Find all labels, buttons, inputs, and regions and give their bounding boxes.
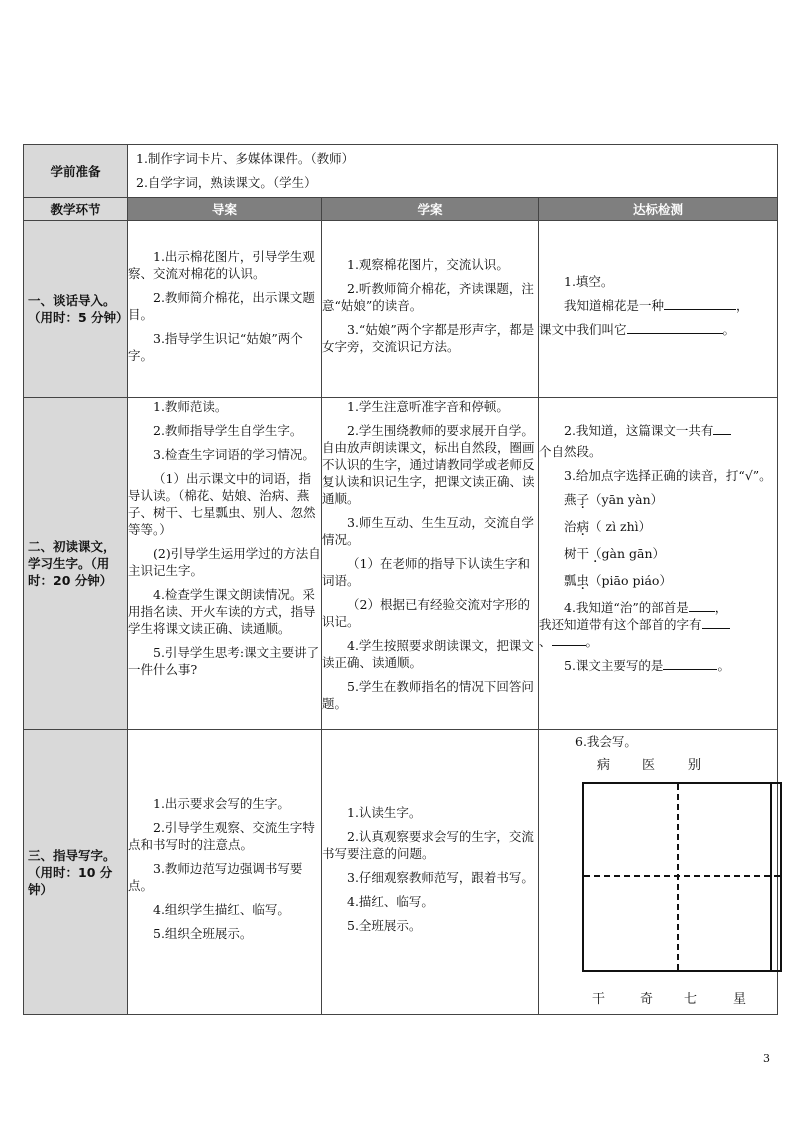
- row1-guide: [128, 221, 322, 398]
- answer-blank[interactable]: [664, 297, 736, 310]
- row3-guide-item: 3.教师边范写边强调书写要点。: [128, 861, 303, 893]
- stage-row-3: [24, 730, 778, 1015]
- word-option-4[interactable]: [539, 572, 777, 589]
- answer-blank[interactable]: [663, 657, 717, 670]
- word-option-text: （gàn gān）: [589, 546, 666, 561]
- practice-char: 医: [642, 758, 656, 773]
- row2-check-q4-cont: [539, 616, 777, 633]
- row3-check-q6: 6.我会写。: [575, 734, 637, 749]
- fill-text: 4.我知道“治”的部首是: [564, 600, 689, 615]
- header-study: 学案: [322, 198, 539, 221]
- row2-check-q4-cont2: [539, 633, 777, 650]
- fill-text: 。: [717, 658, 730, 673]
- row2-study: [322, 398, 539, 730]
- row2-guide: [128, 398, 322, 730]
- row2-guide-item: 1.教师范读。: [153, 399, 228, 414]
- row3-study-item: 1.认读生字。: [347, 804, 422, 820]
- row2-check-q5: [539, 657, 777, 674]
- prep-row: [24, 145, 778, 198]
- header-row: [24, 198, 778, 221]
- row2-study-item: （2）根据已有经验交流对字形的识记。: [322, 597, 530, 629]
- tian-zi-ge-grid[interactable]: [582, 782, 782, 972]
- fill-text: 5.课文主要写的是: [564, 658, 664, 673]
- fill-text: 我知道棉花是一种: [564, 298, 665, 313]
- grid-horizontal-guide: [584, 875, 780, 877]
- fill-text: 2.我知道，这篇课文一共有: [564, 423, 714, 438]
- row1-check: [539, 221, 778, 398]
- row2-guide-item: （1）出示课文中的词语，指导认读。（棉花、姑娘、治病、燕子、树干、七星瓢虫、别人、忽然等等。）: [128, 471, 316, 537]
- row1-check-q1: 1.填空。: [564, 274, 614, 289]
- row3-guide: [128, 730, 322, 1015]
- dotted-char: 干: [576, 546, 590, 561]
- row2-study-item: 2.学生围绕教师的要求展开自学。自由放声朗读课文，标出自然段，圈画不认识的生字，通过请教同学或老师反复认读和识记生字，把课文读正确、读通顺。: [322, 423, 535, 506]
- fill-text: 。: [585, 634, 599, 649]
- row3-guide-item: 1.出示要求会写的生字。: [153, 796, 290, 811]
- header-check: 达标检测: [539, 198, 778, 221]
- row1-study-item: 3.“姑娘”两个字都是形声字，都是女字旁，交流识记方法。: [322, 322, 535, 354]
- row2-study-item: （1）在老师的指导下认读生字和词语。: [322, 556, 530, 588]
- header-stage: 教学环节: [24, 198, 128, 221]
- row1-study-item: 2.听教师简介棉花，齐读课题，注意“姑娘”的读音。: [322, 281, 534, 313]
- row2-guide-item: 3.检查生字词语的学习情况。: [153, 447, 315, 462]
- row1-check-line1: [539, 297, 777, 314]
- practice-char: 奇: [640, 992, 654, 1007]
- word-option-3[interactable]: [539, 545, 777, 562]
- row3-guide-item: 5.组织全班展示。: [153, 926, 253, 941]
- fill-text: 课文中我们叫它: [539, 322, 627, 337]
- row3-study-item: 3.仔细观察教师范写，跟着书写。: [347, 869, 534, 885]
- row1-guide-item: 3.指导学生识记“姑娘”两个字。: [128, 330, 303, 363]
- practice-char: 星: [733, 992, 747, 1007]
- row3-study: [322, 730, 539, 1015]
- dotted-char: 瓢: [564, 573, 577, 588]
- row2-check: [539, 398, 778, 730]
- dotted-char: 燕: [564, 492, 577, 507]
- next-grid-edge: [770, 782, 780, 972]
- row2-study-item: 4.学生按照要求朗读课文，把课文读正确、读通顺。: [322, 638, 534, 670]
- fill-text: ，: [714, 600, 728, 615]
- row1-check-line2: [539, 321, 777, 338]
- header-guide: 导案: [128, 198, 322, 221]
- answer-blank[interactable]: [689, 599, 715, 612]
- word-char: 树: [564, 546, 577, 561]
- answer-blank[interactable]: [552, 633, 586, 646]
- prep-label: 学前准备: [24, 145, 128, 198]
- word-option-2[interactable]: [539, 518, 777, 535]
- word-option-1[interactable]: [539, 491, 777, 508]
- row3-guide-item: 4.组织学生描红、临写。: [153, 902, 290, 917]
- answer-blank[interactable]: [713, 422, 731, 435]
- writing-practice-area: [539, 730, 777, 1013]
- row2-guide-item: 4.检查学生课文朗读情况。采用指名读、开火车读的方式，指导学生将课文读正确、读通顺。: [128, 587, 316, 636]
- word-option-text: 病（ zì zhì）: [576, 519, 652, 534]
- row2-guide-item: (2)引导学生运用学过的方法自主识记生字。: [128, 546, 321, 578]
- fill-text: ，: [736, 298, 749, 313]
- practice-char: 七: [684, 992, 698, 1007]
- stage-row-2: [24, 398, 778, 730]
- fill-text: 我还知道带有这个部首的字有: [539, 617, 702, 632]
- grid-vertical-guide: [677, 784, 679, 970]
- stage-row-1: [24, 221, 778, 398]
- row3-study-item: 4.描红、临写。: [347, 893, 434, 909]
- lesson-plan-table: [23, 144, 778, 1015]
- dotted-char: 治: [564, 519, 577, 534]
- row3-study-item: 5.全班展示。: [347, 917, 422, 933]
- prep-line-1: 1.制作字词卡片、多媒体课件。（教师）: [136, 151, 355, 166]
- row2-guide-item: 2.教师指导学生自学生字。: [153, 423, 303, 438]
- word-option-text: 子（yān yàn）: [576, 492, 664, 507]
- row3-check: [539, 730, 778, 1015]
- row2-check-q2: [539, 422, 777, 439]
- row2-check-q2-end: 个自然段。: [539, 444, 602, 459]
- row2-guide-item: 5.引导学生思考:课文主要讲了一件什么事?: [128, 645, 320, 677]
- practice-char: 干: [592, 992, 606, 1007]
- answer-blank[interactable]: [627, 321, 723, 334]
- prep-line-2: 2.自学字词，熟读课文。（学生）: [136, 175, 317, 190]
- word-option-text: 虫（piāo piáo）: [576, 573, 672, 588]
- prep-content: [128, 145, 778, 198]
- stage-3-label: 三、指导写字。（用时：10 分钟）: [24, 730, 128, 1015]
- answer-blank[interactable]: [702, 616, 730, 629]
- row2-study-item: 5.学生在教师指名的情况下回答问题。: [322, 679, 534, 711]
- row1-guide-item: 1.出示棉花图片，引导学生观察、交流对棉花的认识。: [128, 248, 315, 281]
- fill-text: 、: [539, 634, 552, 649]
- row1-guide-item: 2.教师简介棉花，出示课文题目。: [128, 289, 315, 322]
- row2-study-item: 3.师生互动、生生互动，交流自学情况。: [322, 515, 534, 547]
- row2-study-item: 1.学生注意听准字音和停顿。: [347, 399, 509, 414]
- page-number: 3: [763, 1052, 770, 1065]
- row3-guide-item: 2.引导学生观察、交流生字特点和书写时的注意点。: [128, 820, 315, 852]
- fill-text: 。: [722, 322, 736, 337]
- practice-char: 病: [597, 758, 611, 773]
- row2-check-q3: 3.给加点字选择正确的读音，打“√”。: [564, 468, 772, 483]
- row1-study: [322, 221, 539, 398]
- practice-char: 别: [688, 758, 702, 773]
- row1-study-item: 1.观察棉花图片，交流认识。: [347, 257, 509, 272]
- row2-check-q4: [539, 599, 777, 616]
- stage-2-label: 二、初读课文，学习生字。（用时：20 分钟）: [24, 398, 128, 730]
- row3-study-item: 2.认真观察要求会写的生字，交流书写要注意的问题。: [322, 828, 534, 861]
- stage-1-label: 一、谈话导入。（用时：5 分钟）: [24, 221, 128, 398]
